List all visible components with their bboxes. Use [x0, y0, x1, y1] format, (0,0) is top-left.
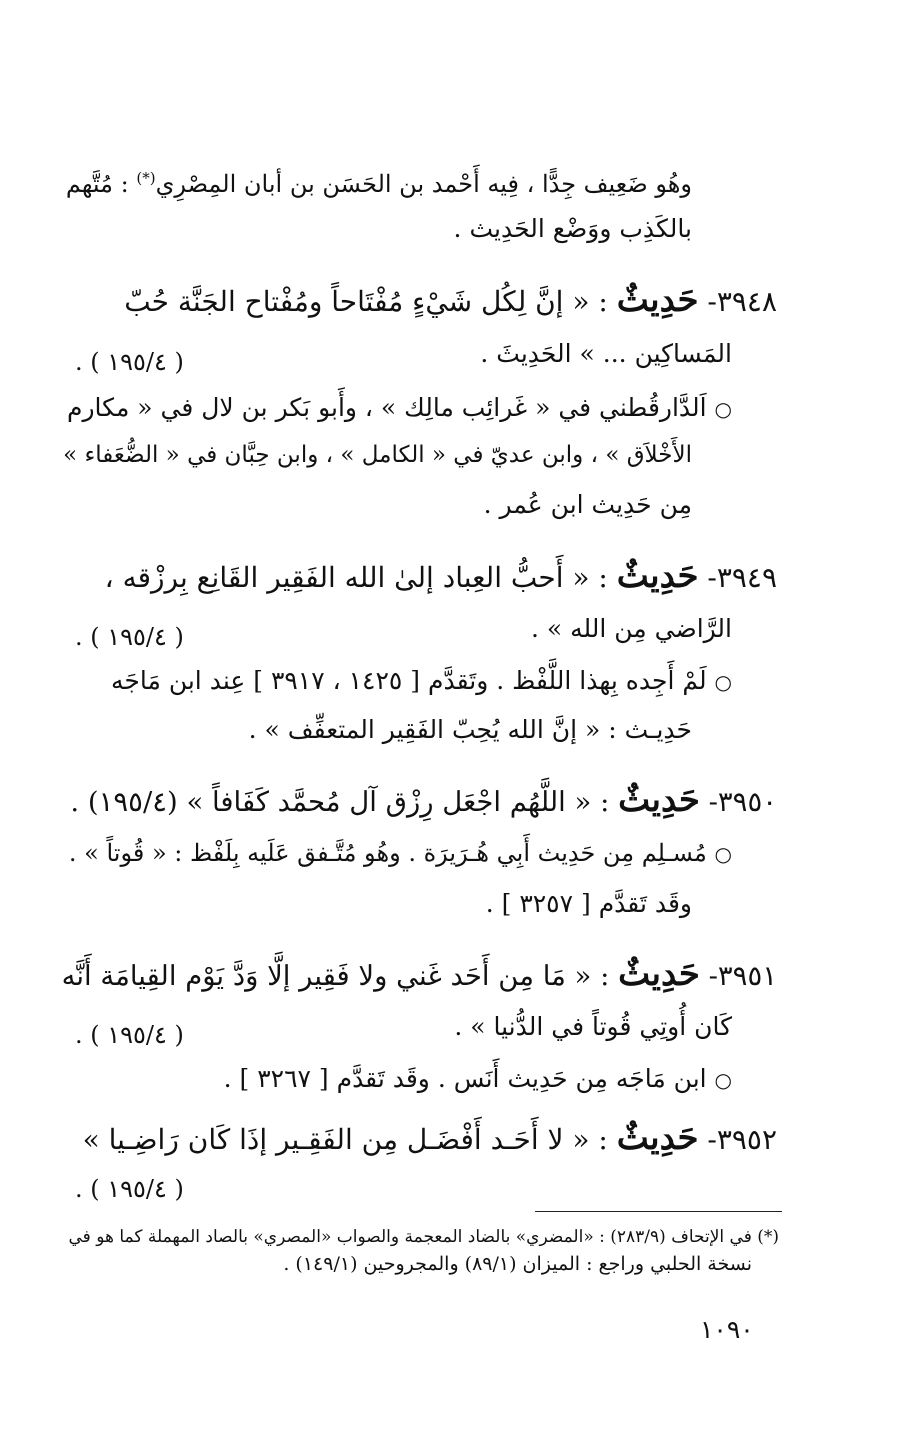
hadith-heading: حَدِيثٌ	[616, 556, 699, 596]
hadith-heading: حَدِيثٌ	[616, 1118, 699, 1158]
hadith-number: ٣٩٤٨-	[707, 285, 777, 318]
hadith-3948-comment-1: ○ اَلدَّارقُطني في « غَرائِب مالِك » ، وأَبو بَكر بن لال في « مكارم	[66, 393, 732, 422]
hadith-number: ٣٩٥١-	[708, 960, 777, 992]
intro-line-2: بالكَذِب ووَضْع الحَدِيث .	[453, 214, 692, 243]
hadith-3949-line-2: الرَّاضي مِن الله » .	[530, 614, 732, 643]
hadith-3949-comment-2: حَدِيـث : « إنَّ الله يُحِبّ الفَقِير المتعفِّف » .	[248, 715, 692, 744]
intro-line-1: وهُو ضَعِيف جِدًّا ، فِيه أَحْمد بن الحَسَن بن أبان المِصْرِي(*) : مُتَّهم	[65, 169, 692, 198]
comment-circle-icon: ○	[714, 1068, 732, 1092]
hadith-3952-line-1: ٣٩٥٢- حَدِيثٌ : « لا أَحَـد أَفْضَـل مِن الفَقِـير إذَا كَان رَاضِـيا »	[82, 1118, 777, 1158]
hadith-heading: حَدِيثٌ	[618, 780, 700, 820]
hadith-3948-reference: ( ١٩٥/٤ ) .	[75, 348, 184, 376]
hadith-3948-comment-3: مِن حَدِيث ابن عُمر .	[483, 490, 692, 519]
hadith-number: ٣٩٥٠-	[708, 786, 777, 818]
page-number: ١٠٩٠	[700, 1315, 754, 1344]
hadith-3949-comment-1: ○ لَمْ أَجِده بِهذا اللَّفْظ . وتَقدَّم [ ١٤٢٥ ، ٣٩١٧ ] عِند ابن مَاجَه	[111, 666, 732, 695]
hadith-3950-comment-1: ○ مُسـلِم مِن حَدِيث أَبِي هُـرَيرَة . وهُو مُتَّـفق عَلَيه بِلَفْظ : « قُوتاً » .	[68, 839, 732, 867]
hadith-3952-reference: ( ١٩٥/٤ ) .	[75, 1175, 184, 1203]
hadith-heading: حَدِيثٌ	[616, 280, 699, 320]
comment-circle-icon: ○	[714, 842, 732, 866]
hadith-3951-line-1: ٣٩٥١- حَدِيثٌ : « مَا مِن أَحَد غَني ولا فَقِير إلَّا وَدَّ يَوْم القِيامَة أَنَّه	[61, 954, 777, 994]
hadith-3951-comment-1: ○ ابن مَاجَه مِن حَدِيث أَنَس . وقَد تَقدَّم [ ٣٢٦٧ ] .	[223, 1064, 732, 1093]
hadith-heading: حَدِيثٌ	[618, 954, 700, 994]
hadith-3948-line-2: المَساكِين ... » الحَدِيثَ .	[480, 339, 732, 368]
hadith-3949-line-1: ٣٩٤٩- حَدِيثٌ : « أَحبُّ العِباد إلىٰ الله الفَقِير القَانِع بِرزْقه ،	[104, 556, 777, 596]
hadith-3951-line-2: كَان أُوتِي قُوتاً في الدُّنيا » .	[454, 1012, 732, 1041]
hadith-number: ٣٩٤٩-	[707, 561, 777, 594]
hadith-3951-reference: ( ١٩٥/٤ ) .	[75, 1021, 184, 1049]
footnote-marker: (*)	[136, 169, 156, 187]
hadith-3948-line-1: ٣٩٤٨- حَدِيثٌ : « إنَّ لِكُل شَيْءٍ مُفْتَاحاً ومُفْتاح الجَنَّة حُبّ	[124, 280, 777, 320]
hadith-3948-comment-2: الأَخْلاَق » ، وابن عديّ في « الكامل » ، وابن حِبَّان في « الضُّعَفاء »	[63, 442, 692, 468]
footnote-line-1: (*) في الإتحاف (٢٨٣/٩) : «المضري» بالضاد المعجمة والصواب «المصري» بالصاد المهملة كما هو في	[68, 1227, 779, 1247]
hadith-3949-reference: ( ١٩٥/٤ ) .	[75, 623, 184, 651]
comment-circle-icon: ○	[714, 397, 732, 421]
hadith-3950-line-1: ٣٩٥٠- حَدِيثٌ : « اللَّهُم اجْعَل رِزْق آل مُحمَّد كَفَافاً » (١٩٥/٤) .	[70, 780, 777, 820]
hadith-3950-comment-2: وقَد تَقدَّم [ ٣٢٥٧ ] .	[485, 889, 692, 918]
footnote-divider	[535, 1211, 782, 1212]
footnote-line-2: نسخة الحلبي وراجع : الميزان (٨٩/١) والمجروحين (١٤٩/١) .	[283, 1253, 752, 1275]
hadith-number: ٣٩٥٢-	[707, 1123, 777, 1156]
comment-circle-icon: ○	[714, 670, 732, 694]
